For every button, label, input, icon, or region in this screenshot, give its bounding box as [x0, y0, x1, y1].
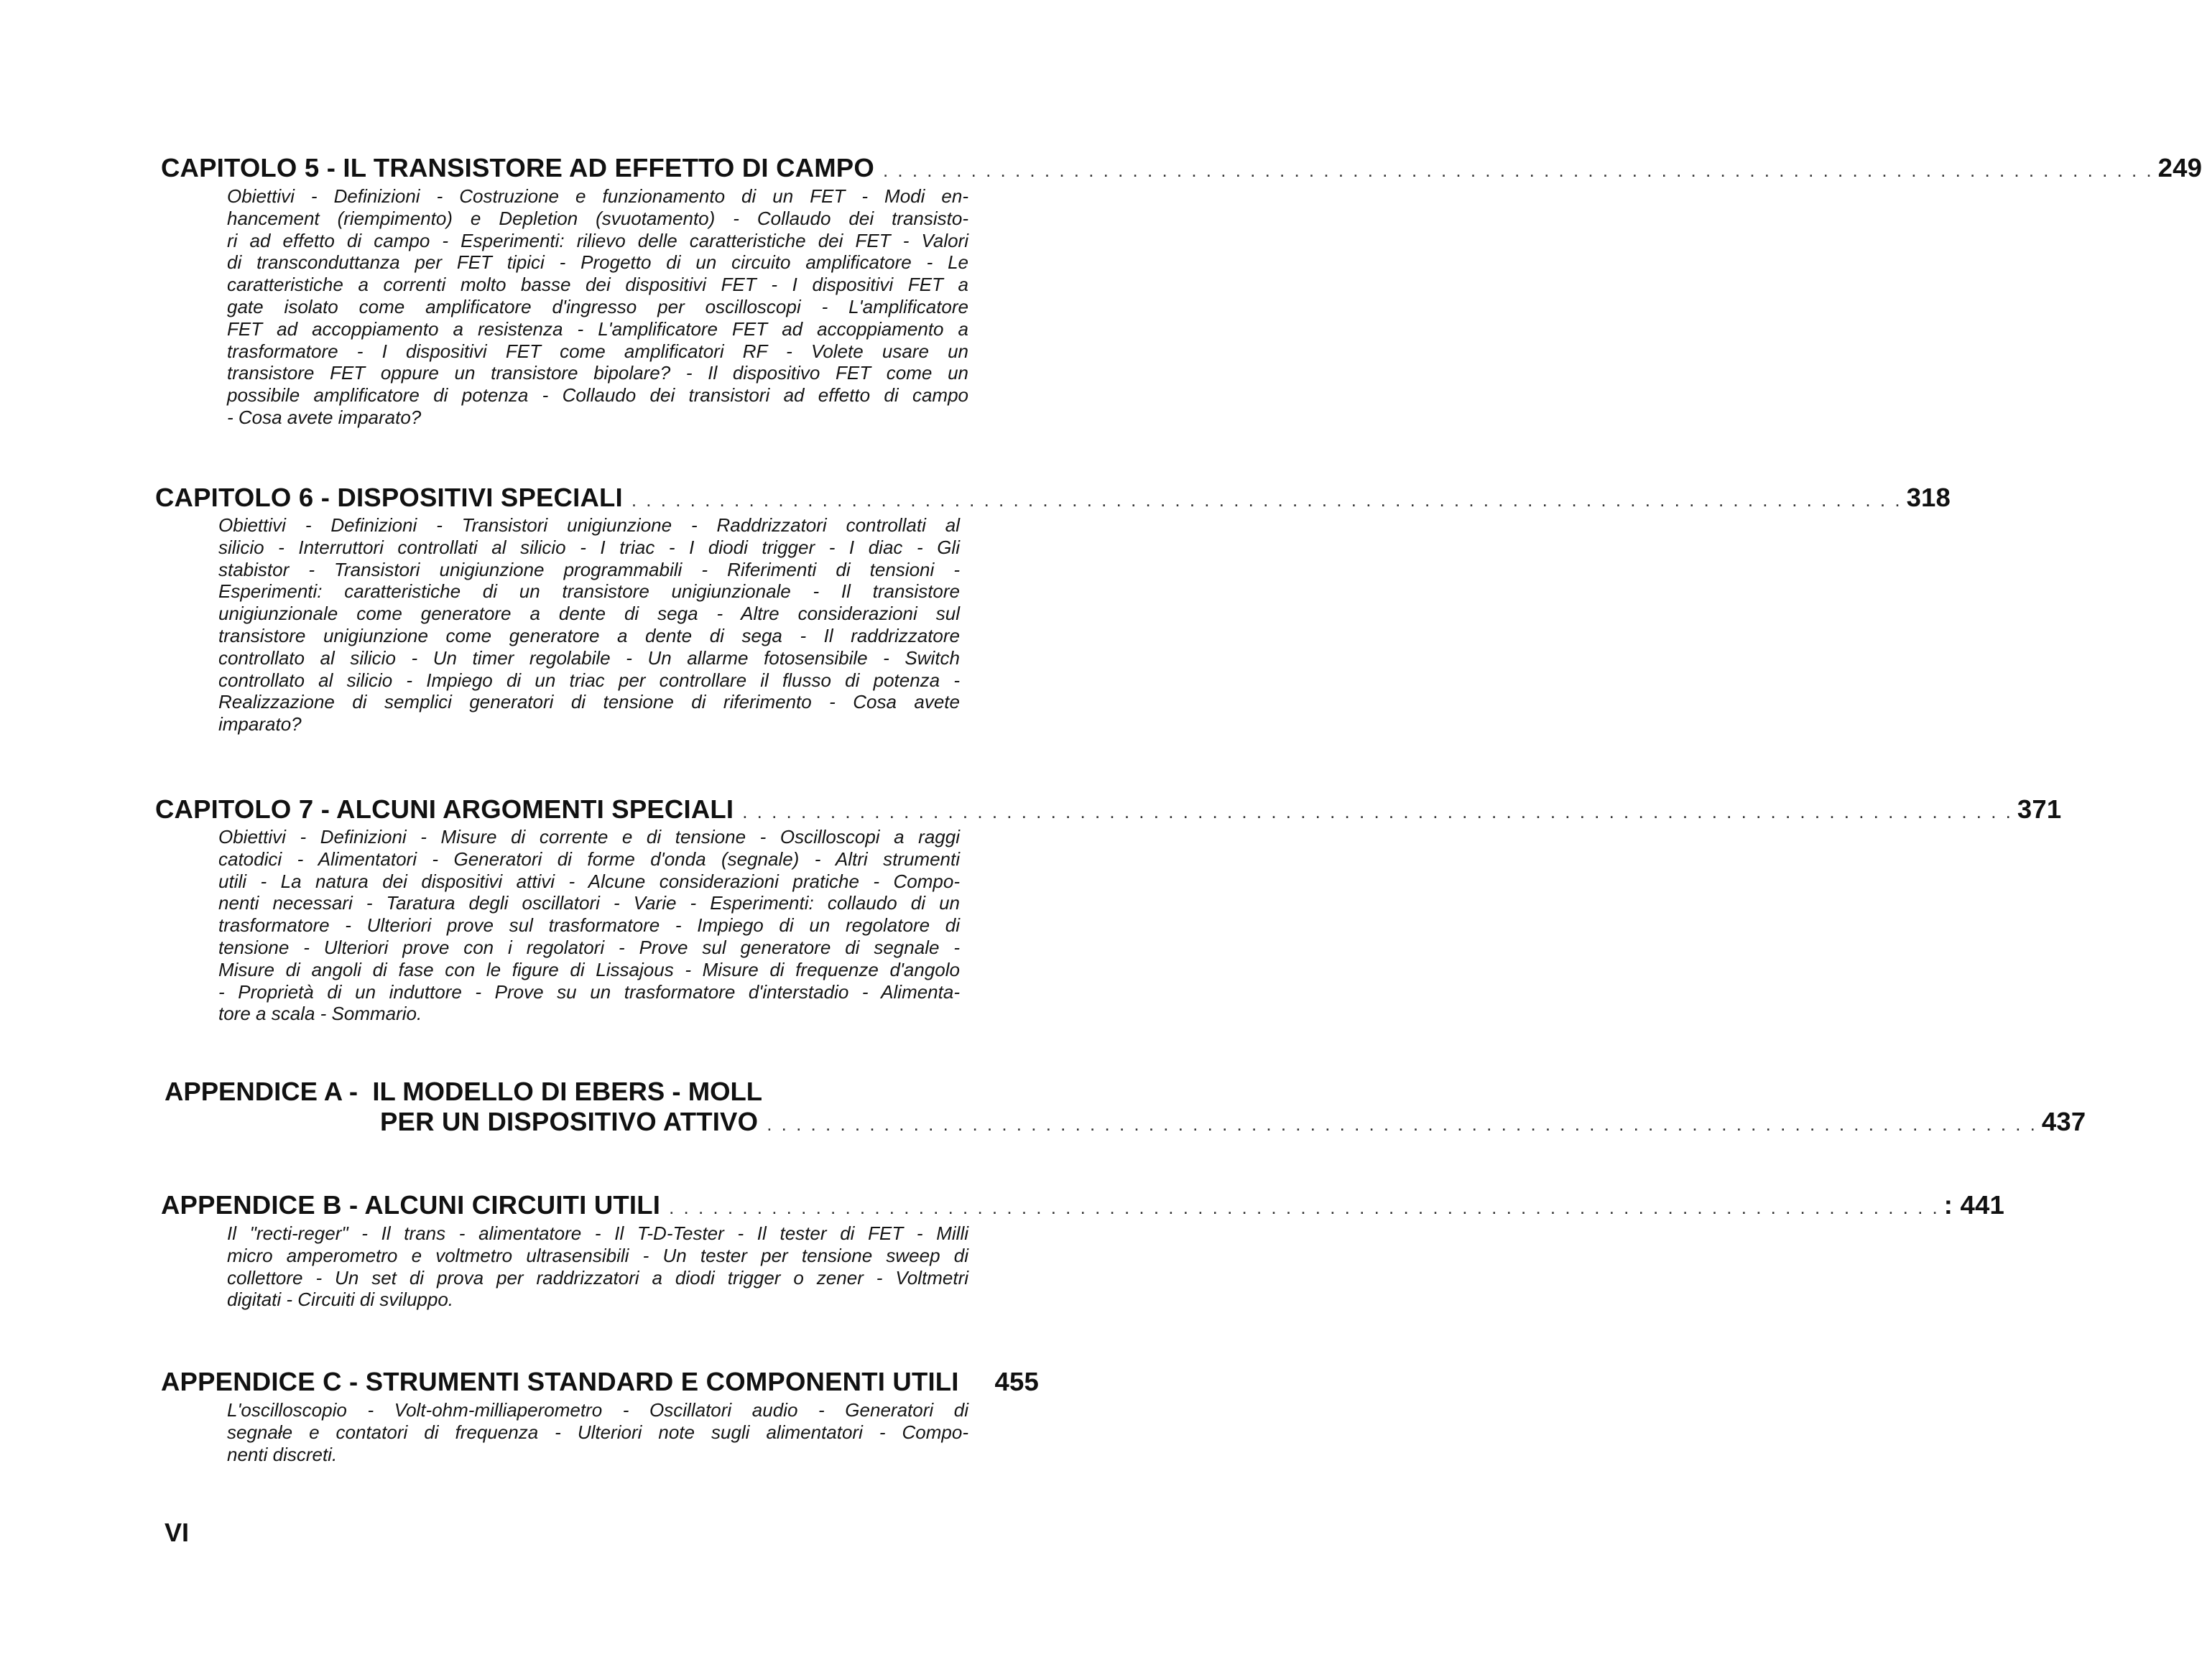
summary-line: Misure di angoli di fase con le figure di Lissajous - Misure di frequenze d'angolo [218, 958, 960, 980]
summary-line: transistore unigiunzione come generatore a dente di sega - Il raddrizzatore [218, 624, 960, 646]
toc-entry-appendice-a [380, 1106, 2086, 1140]
chapter-summary [227, 185, 968, 429]
summary-line: - Cosa avete imparato? [227, 406, 422, 428]
summary-line: silicio - Interruttori controllati al silicio - I triac - I diodi trigger - I diac - Gli [218, 536, 960, 558]
page-number: 455 [994, 1367, 1039, 1396]
summary-line: ri ad effetto di campo - Esperimenti: rilievo delle caratteristiche dei FET - Valori [227, 229, 968, 251]
page-number: 249 [2157, 153, 2202, 182]
summary-line: utili - La natura dei dispositivi attivi - Alcune considerazioni pratiche - Compo- [218, 870, 960, 892]
summary-line: micro amperometro e voltmetro ultrasensibili - Un tester per tensione sweep di [227, 1244, 968, 1266]
chapter-title: CAPITOLO 6 - DISPOSITIVI SPECIALI [155, 483, 623, 512]
summary-line: controllato al silicio - Impiego di un triac per controllare il flusso di potenza - [218, 669, 960, 691]
summary-line: hancement (riempimento) e Depletion (svuotamento) - Collaudo dei transisto- [227, 207, 968, 229]
dot-leader: . . . . . . . . . . . . . . . . . . . . . . . . . . . . . . . . . . . . . . . . . . . . . . . . . . . . . . . . . . . . . . . . . . . . . . . . . . . . . . . . . . . . . . . [742, 801, 2013, 822]
page-number: 437 [2041, 1107, 2086, 1136]
chapter-title: CAPITOLO 5 - IL TRANSISTORE AD EFFETTO DI CAMPO [161, 153, 874, 182]
chapter-summary [218, 514, 960, 735]
summary-line: segnałe e contatori di frequenza - Ulteriori note sugli alimentatori - Compo- [227, 1421, 968, 1443]
page-folio: VI [165, 1518, 190, 1547]
summary-line: catodici - Alimentatori - Generatori di forme d'onda (segnale) - Altri strumenti [218, 848, 960, 870]
summary-line: Realizzazione di semplici generatori di tensione di riferimento - Cosa avete [218, 691, 960, 713]
toc-entry-capitolo-6 [155, 482, 1951, 516]
page-number: 371 [2017, 794, 2062, 824]
summary-line: Obiettivi - Definizioni - Costruzione e funzionamento di un FET - Modi en- [227, 185, 968, 207]
summary-line: Obiettivi - Definizioni - Misure di corrente e di tensione - Oscilloscopi a raggi [218, 826, 960, 848]
summary-line: tore a scala - Sommario. [218, 1003, 422, 1025]
summary-line: transistore FET oppure un transistore bipolare? - Il dispositivo FET come un [227, 362, 968, 384]
summary-line: collettore - Un set di prova per raddrizzatori a diodi trigger o zener - Voltmetri [227, 1266, 968, 1289]
summary-line: controllato al silicio - Un timer regolabile - Un allarme fotosensibile - Switch [218, 646, 960, 669]
summary-line: tensione - Ulteriori prove con i regolatori - Prove sul generatore di segnale - [218, 936, 960, 958]
toc-entry-capitolo-5 [161, 152, 2202, 186]
summary-line: - Proprietà di un induttore - Prove su un trasformatore d'interstadio - Alimenta- [218, 980, 960, 1003]
appendix-summary [227, 1399, 968, 1465]
appendix-summary [227, 1222, 968, 1311]
appendix-title: APPENDICE C - STRUMENTI STANDARD E COMPONENTI UTILI [161, 1367, 959, 1396]
summary-line: caratteristiche a correnti molto basse dei dispositivi FET - I dispositivi FET a [227, 274, 968, 296]
summary-line: Il "recti-reger" - Il trans - alimentatore - Il T-D-Tester - Il tester di FET - Milli [227, 1222, 968, 1244]
toc-entry-appendice-b [161, 1189, 2004, 1223]
summary-line: trasformatore - I dispositivi FET come amplificatori RF - Volete usare un [227, 340, 968, 362]
dot-leader: . . . . . . . . . . . . . . . . . . . . . . . . . . . . . . . . . . . . . . . . . . . . . . . . . . . . . . . . . . . . . . . . . . . . . . . . . . . . . . . . . . . . . . . [767, 1113, 2037, 1135]
chapter-title: CAPITOLO 7 - ALCUNI ARGOMENTI SPECIALI [155, 794, 734, 824]
summary-line: di transconduttanza per FET tipici - Progetto di un circuito amplificatore - Le [227, 251, 968, 274]
chapter-summary [218, 826, 960, 1025]
summary-line: possibile amplificatore di potenza - Collaudo dei transistori ad effetto di campo [227, 384, 968, 407]
summary-line: trasformatore - Ulteriori prove sul trasformatore - Impiego di un regolatore di [218, 914, 960, 937]
toc-entry-capitolo-7 [155, 794, 2062, 827]
page-number: 318 [1906, 483, 1951, 512]
summary-line: Obiettivi - Definizioni - Transistori unigiunzione - Raddrizzatori controllati al [218, 514, 960, 536]
summary-line: L'oscilloscopio - Volt-ohm-milliaperometro - Oscillatori audio - Generatori di [227, 1399, 968, 1421]
summary-line: unigiunzionale come generatore a dente di sega - Altre considerazioni sul [218, 603, 960, 625]
page-number: : 441 [1943, 1190, 2004, 1220]
summary-line: nenti necessari - Taratura degli oscillatori - Varie - Esperimenti: collaudo di un [218, 892, 960, 914]
summary-line: Esperimenti: caratteristiche di un transistore unigiunzionale - Il transistore [218, 580, 960, 603]
appendix-title-continued: PER UN DISPOSITIVO ATTIVO [380, 1107, 759, 1136]
summary-line: stabistor - Transistori unigiunzione programmabili - Riferimenti di tensioni - [218, 558, 960, 580]
appendix-title: APPENDICE B - ALCUNI CIRCUITI UTILI [161, 1190, 661, 1220]
dot-leader: . . . . . . . . . . . . . . . . . . . . . . . . . . . . . . . . . . . . . . . . . . . . . . . . . . . . . . . . . . . . . . . . . . . . . . . . . . . . . . . . . . . . . . . [631, 489, 1902, 511]
dot-leader: . . . . . . . . . . . . . . . . . . . . . . . . . . . . . . . . . . . . . . . . . . . . . . . . . . . . . . . . . . . . . . . . . . . . . . . . . . . . . . . . . . . . . . . [669, 1197, 1940, 1218]
toc-entry-appendice-c [161, 1366, 1039, 1398]
summary-line: FET ad accoppiamento a resistenza - L'amplificatore FET ad accoppiamento a [227, 317, 968, 340]
dot-leader: . . . . . . . . . . . . . . . . . . . . . . . . . . . . . . . . . . . . . . . . . . . . . . . . . . . . . . . . . . . . . . . . . . . . . . . . . . . . . . . . . . . . . . . [882, 159, 2154, 181]
summary-line: nenti discreti. [227, 1443, 338, 1465]
summary-line: imparato? [218, 713, 302, 735]
summary-line: gate isolato come amplificatore d'ingresso per oscilloscopi - L'amplificatore [227, 295, 968, 317]
summary-line: digitati - Circuiti di sviluppo. [227, 1289, 454, 1311]
appendix-a-title: APPENDICE A - IL MODELLO DI EBERS - MOLL [165, 1077, 763, 1106]
